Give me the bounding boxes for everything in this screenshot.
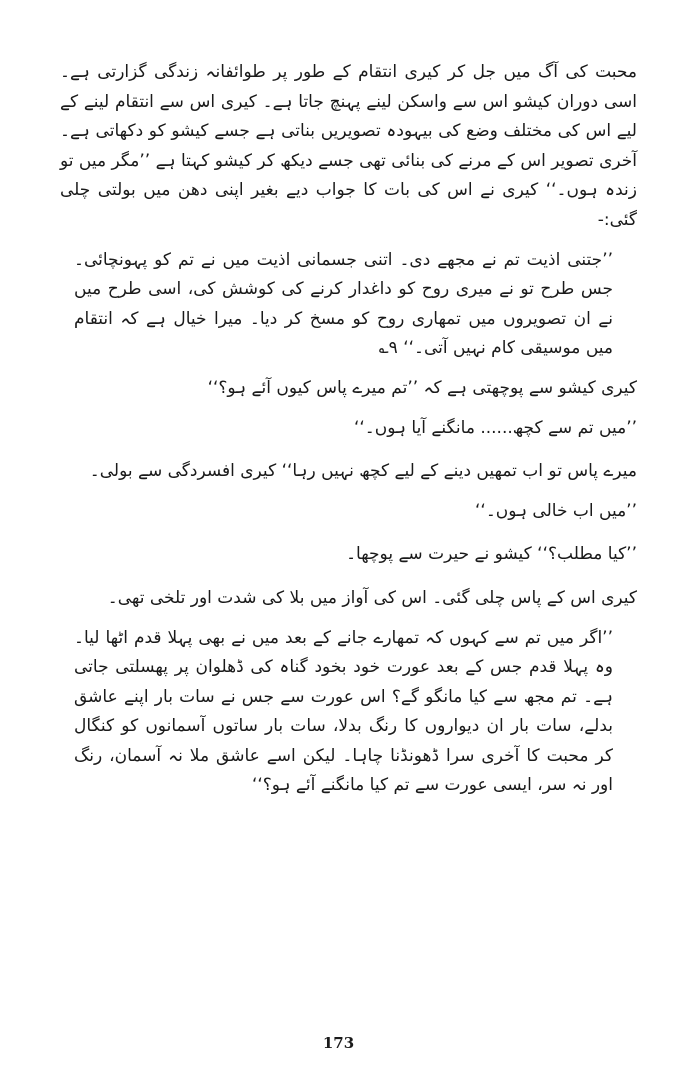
paragraph-voice: کیری اس کے پاس چلی گئی۔ اس کی آواز میں بلا کی شدت اور تلخی تھی۔ bbox=[107, 587, 637, 608]
paragraph-question: کیری کیشو سے پوچھتی ہے کہ ’’تم میرے پاس کیوں آئے ہو؟‘‘ bbox=[207, 377, 637, 398]
dialogue-nothing-left: میرے پاس تو اب تمھیں دینے کے لیے کچھ نہیں رہا‘‘ کیری افسردگی سے بولی۔ bbox=[89, 461, 637, 482]
page-body bbox=[60, 58, 637, 811]
page-number: 173 bbox=[322, 1034, 355, 1052]
dialogue-meaning: ’’کیا مطلب؟‘‘ کیشو نے حیرت سے پوچھا۔ bbox=[346, 544, 637, 565]
dialogue-empty: ’’میں اب خالی ہوں۔‘‘ bbox=[475, 500, 637, 521]
paragraph-intro: محبت کی آگ میں جل کر کیری انتقام کے طور پر طوائفانہ زندگی گزارتی ہے۔ اسی دوران کیشو اس سے واسکن لینے پہنچ جاتا ہے۔ کیری اس سے انتقام لینے کے لیے اس کی مختلف وضع کی بیہودہ تصویریں بناتی ہے جسے کیشو کو دکھاتی ہے۔ آخری تصویر اس کے مرنے کی بنائی تھی جسے دیکھ کر کیشو کہتا ہے ’’مگر میں تو زندہ ہوں۔‘‘ کیری نے اس کی بات کا جواب دیے بغیر اپنی دھن میں بولتی چلی گئی:- bbox=[60, 62, 637, 230]
quote-revenge: ’’جتنی اذیت تم نے مجھے دی۔ اتنی جسمانی اذیت میں نے تم کو پہونچائی۔ جس طرح تو نے میری روح کو داغدار کرنے کی کوشش کی، اسی طرح میں نے ان تصویروں میں تمھاری روح کو مسخ کر دیا۔ میرا خیال ہے کہ انتقام میں موسیقی کام نہیں آتی۔‘‘ ۹؎ bbox=[74, 249, 613, 359]
quote-seven-times: ’’اگر میں تم سے کہوں کہ تمھارے جانے کے بعد میں نے بھی پہلا قدم اٹھا لیا۔ وہ پہلا قدم جس کے بعد عورت خود بخود گناہ کی ڈھلوان پر پھسلتی جاتی ہے۔ تم مجھ سے کیا مانگو گے؟ اس عورت سے جس نے سات بار اپنے عاشق بدلے، سات بار ان دیواروں کا رنگ بدلا، سات بار ساتوں آسمانوں کو کنگال کر محبت کا آخری سرا ڈھونڈنا چاہا۔ لیکن اسے عاشق ملا نہ آسمان، رنگ اور نہ سر، ایسی عورت سے تم کیا مانگنے آئے ہو؟‘‘ bbox=[74, 627, 613, 796]
dialogue-asking: ’’میں تم سے کچھ...... مانگنے آیا ہوں۔‘‘ bbox=[353, 417, 637, 438]
